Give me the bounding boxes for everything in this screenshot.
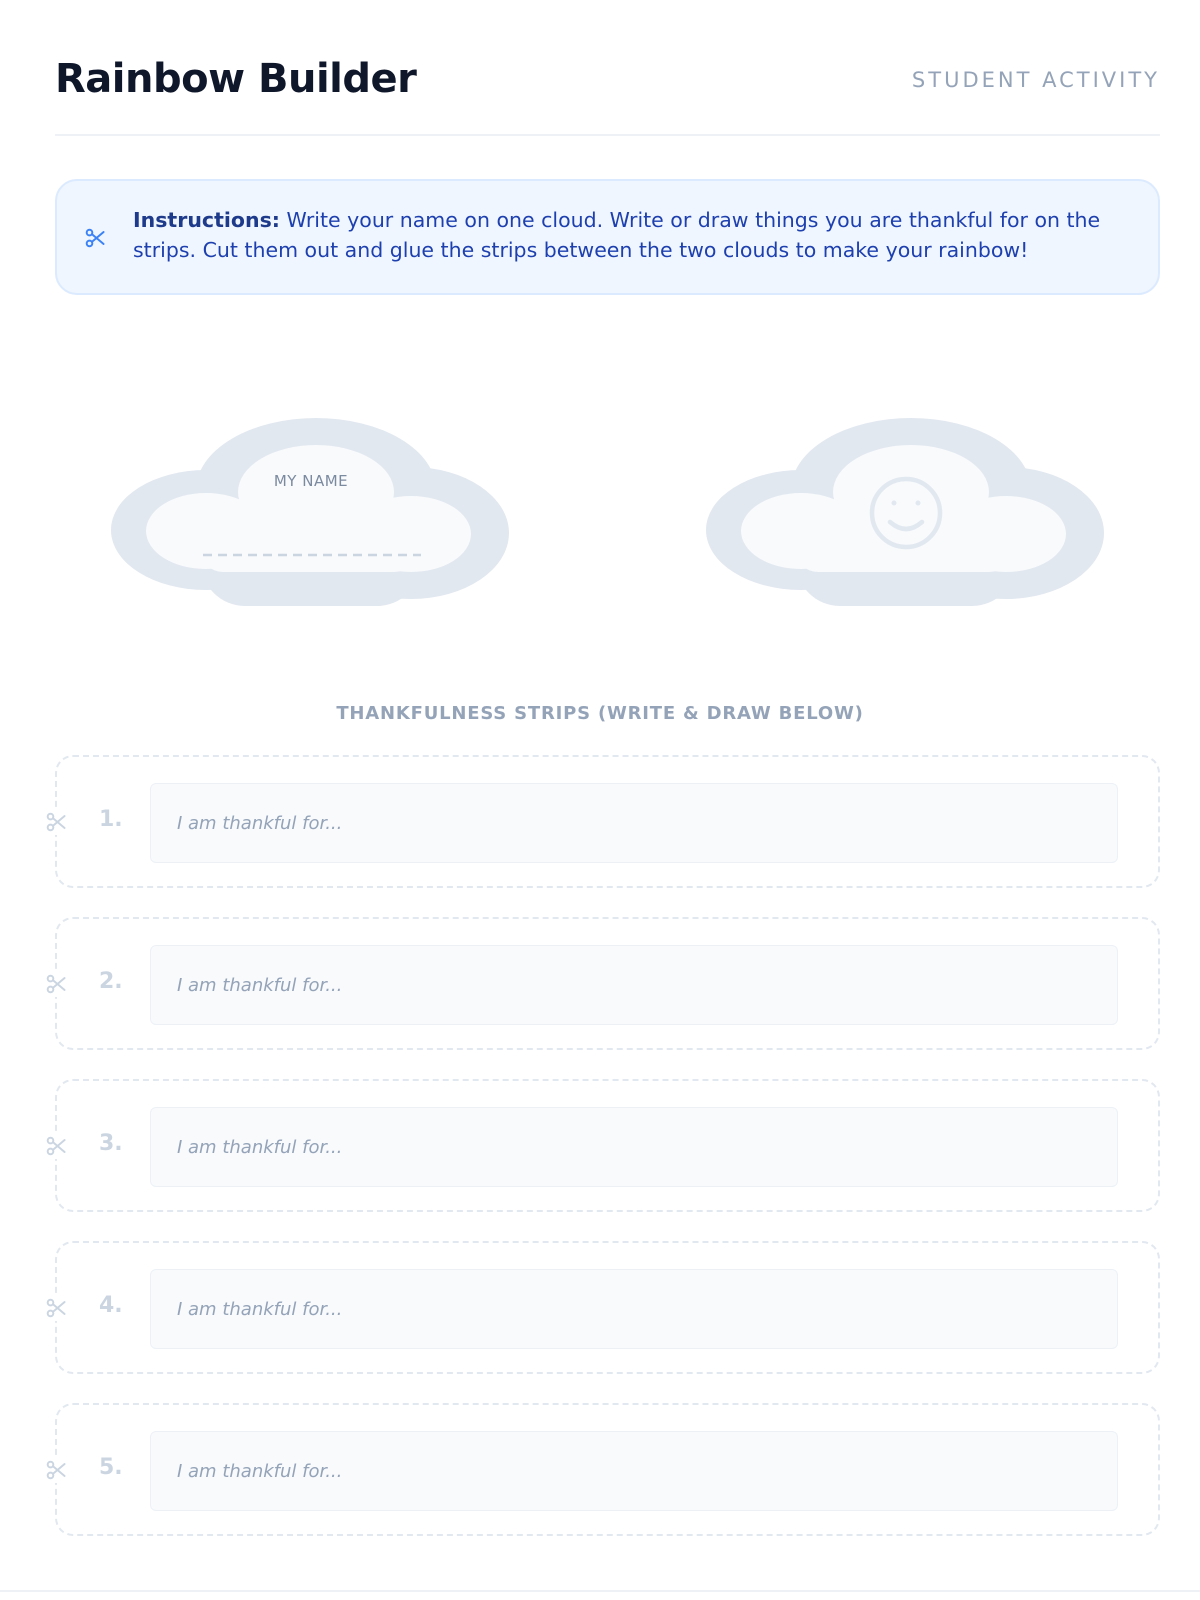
thankful-input[interactable] — [150, 783, 1118, 863]
scissors-icon — [44, 809, 70, 835]
strip-1 — [55, 755, 1160, 888]
strip-number: 4. — [99, 1293, 123, 1318]
strip-5 — [55, 1403, 1160, 1536]
instructions-text — [133, 205, 1133, 265]
strip-number: 3. — [99, 1131, 123, 1156]
instructions-label: Instructions: — [133, 208, 280, 232]
second-cloud — [706, 418, 1106, 608]
thankful-input[interactable] — [150, 945, 1118, 1025]
scissors-icon — [44, 971, 70, 997]
strip-number: 1. — [99, 807, 123, 832]
thankful-input[interactable] — [150, 1431, 1118, 1511]
scissors-icon — [44, 1295, 70, 1321]
strip-2 — [55, 917, 1160, 1050]
page-title: Rainbow Builder — [55, 56, 417, 102]
scissors-icon — [44, 1457, 70, 1483]
page-subtitle: STUDENT ACTIVITY — [911, 68, 1160, 92]
scissors-icon — [44, 1133, 70, 1159]
thankful-input[interactable] — [150, 1107, 1118, 1187]
strips-heading: THANKFULNESS STRIPS (WRITE & DRAW BELOW) — [336, 703, 864, 724]
instructions-box — [55, 179, 1160, 295]
footer-divider — [0, 1590, 1200, 1592]
instructions-body: Write your name on one cloud. Write or draw things you are thankful for on the strips. Cut them out and glue the strips between the two clouds to make your rainbow! — [133, 208, 1101, 262]
strip-4 — [55, 1241, 1160, 1374]
page-header — [55, 50, 1160, 136]
strip-number: 2. — [99, 969, 123, 994]
name-cloud — [111, 418, 511, 608]
cloud-name-label: MY NAME — [273, 472, 349, 490]
strip-number: 5. — [99, 1455, 123, 1480]
thankful-input[interactable] — [150, 1269, 1118, 1349]
strip-3 — [55, 1079, 1160, 1212]
scissors-icon — [83, 225, 109, 251]
